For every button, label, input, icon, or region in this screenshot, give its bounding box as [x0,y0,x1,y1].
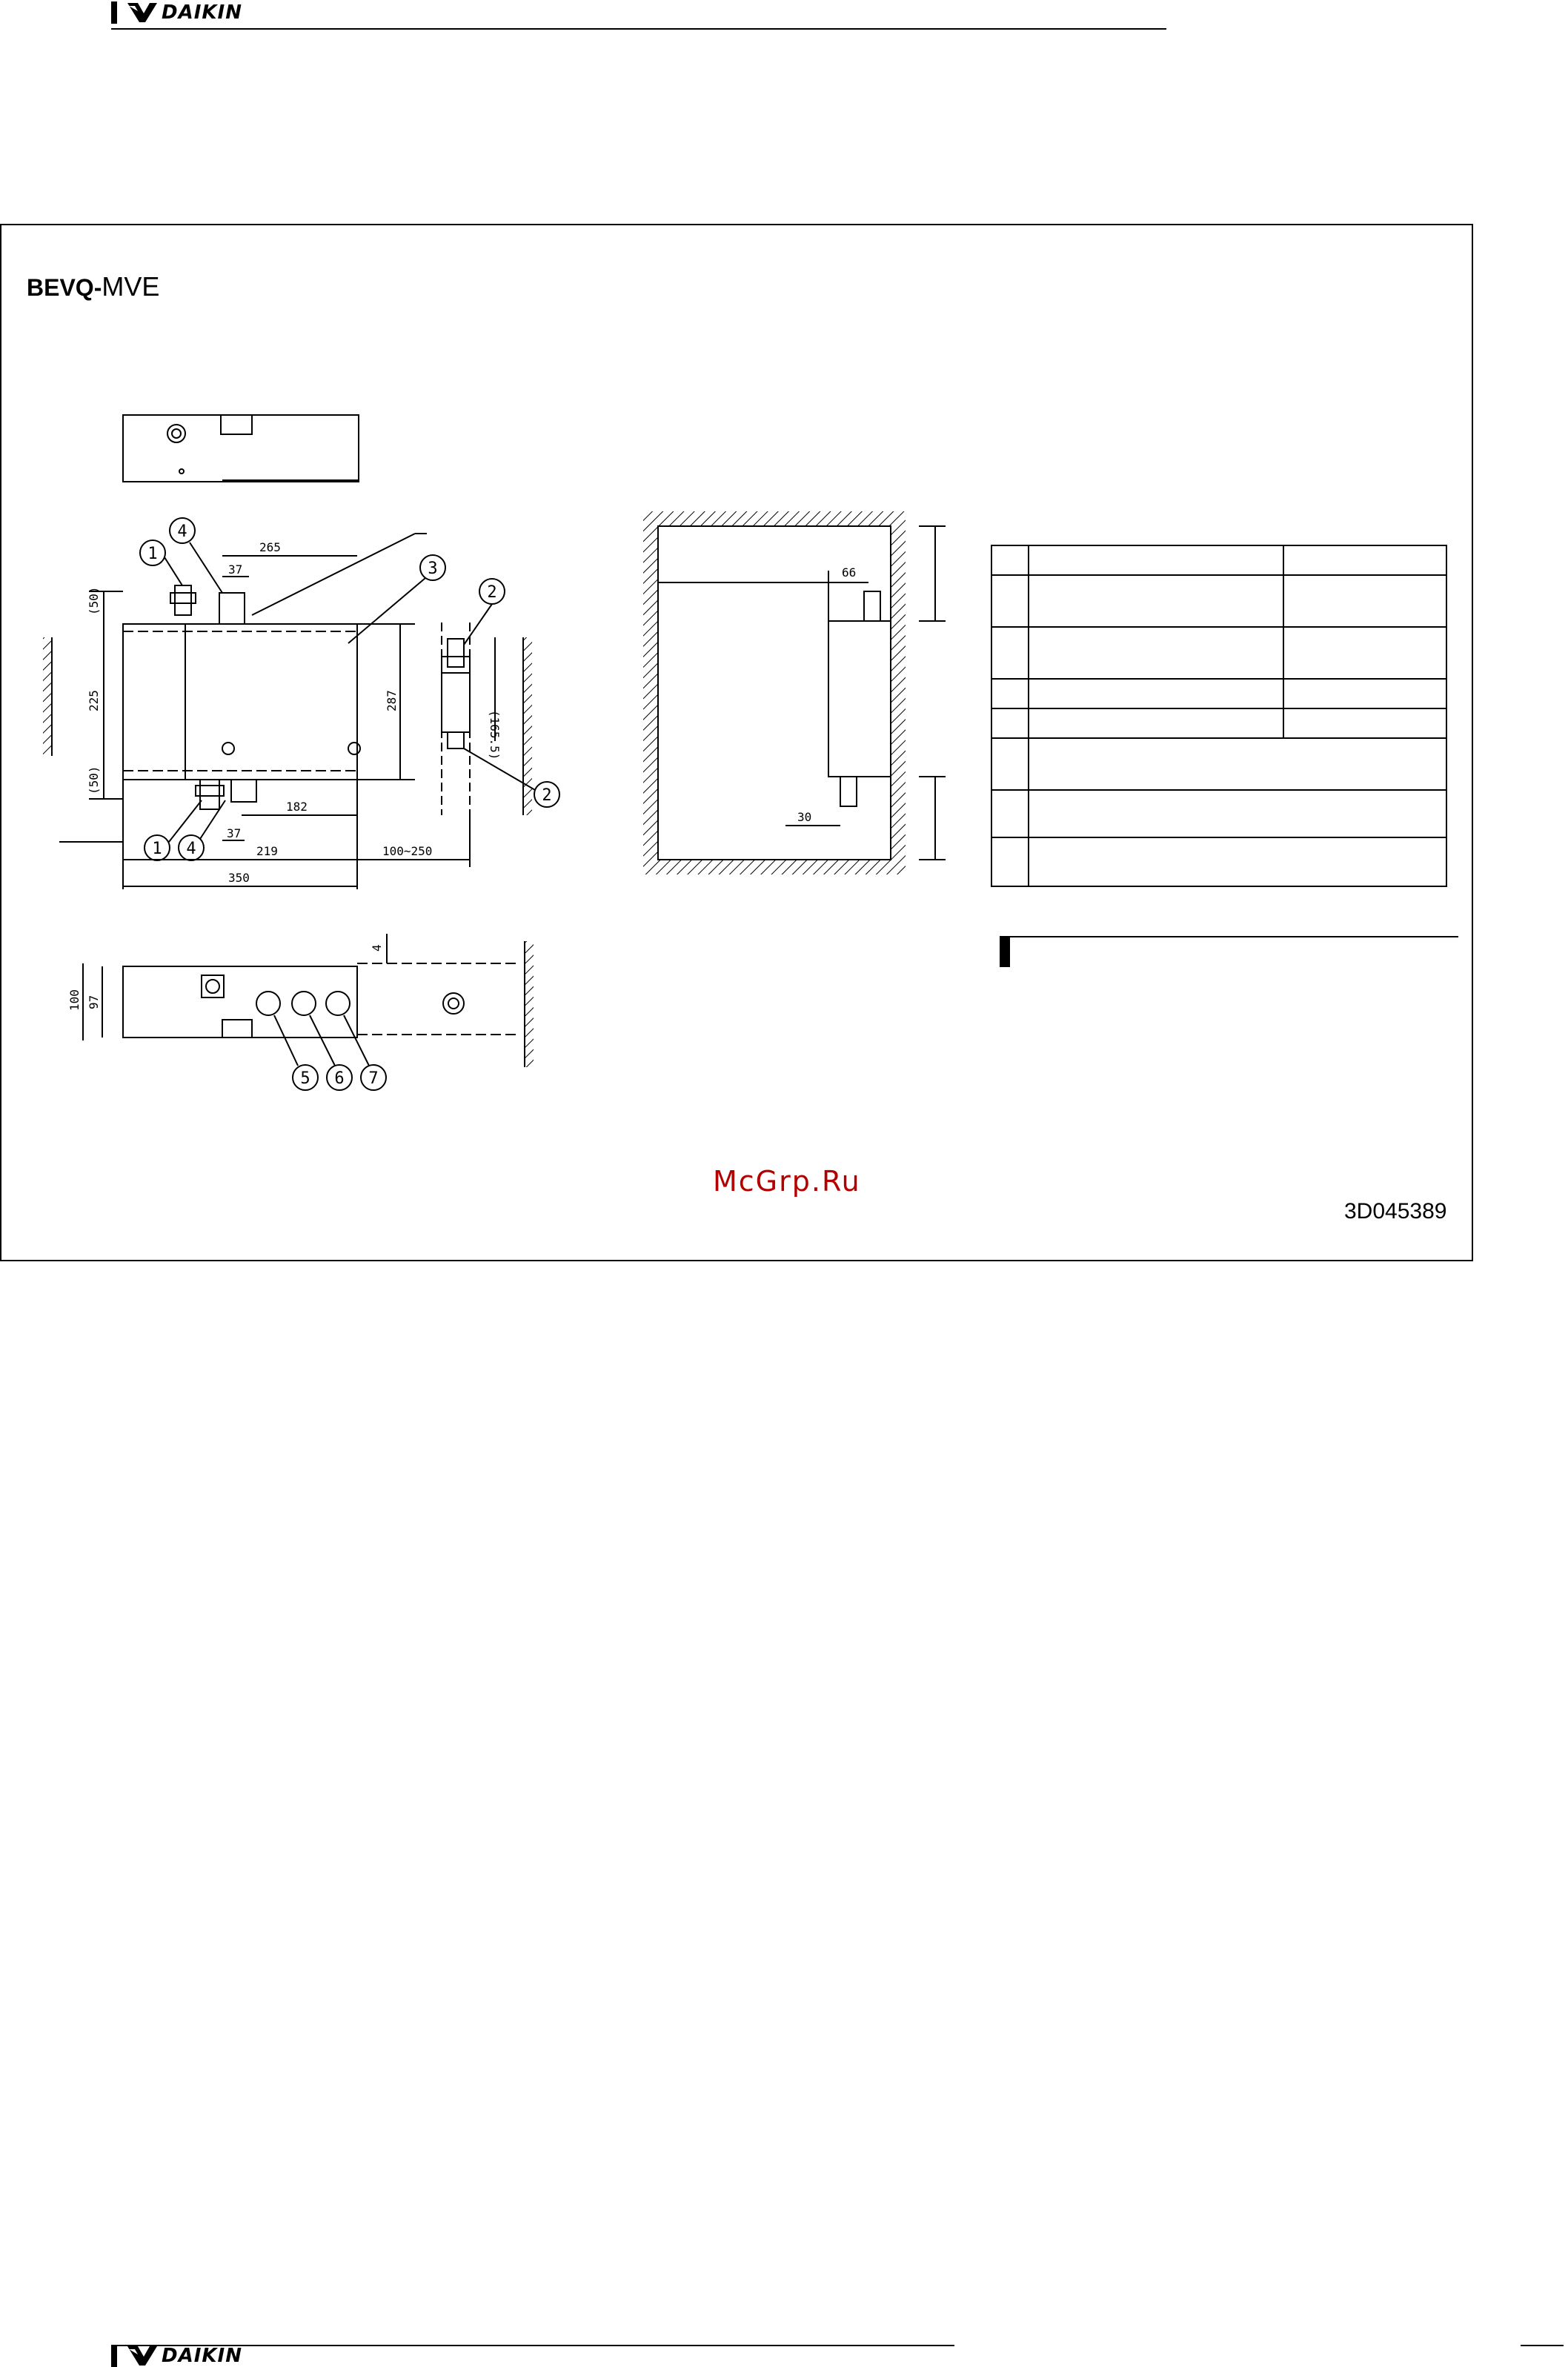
document-number: 3D045389 [1344,1199,1447,1224]
dim-37-top: 37 [228,562,243,577]
dim-225: 225 [87,690,101,711]
installation-space-view [643,511,946,874]
callout-2-top: 2 [487,583,497,602]
dim-165-5: (165.5) [488,710,502,760]
callout-3: 3 [428,560,438,578]
footer-brand: DAIKIN [162,2345,242,2367]
callout-7: 7 [368,1069,379,1088]
dim-97: 97 [87,995,101,1009]
callout-6: 6 [334,1069,345,1088]
dim-4: 4 [370,944,384,952]
dim-30: 30 [797,810,812,824]
callout-2-bottom: 2 [542,786,552,805]
title-model: BEVQ- [27,274,102,301]
dim-265: 265 [259,540,281,554]
dim-182: 182 [286,800,308,814]
dim-287: 287 [385,690,399,711]
dim-37-bottom: 37 [227,826,242,840]
dim-350: 350 [228,871,250,885]
callout-1-bottom: 1 [152,840,162,858]
callout-4-bottom: 4 [186,840,196,858]
watermark-text: McGrp.Ru [713,1165,861,1198]
dim-100-250: 100~250 [382,844,433,858]
callout-1-top: 1 [147,545,158,563]
dim-50-top: (50) [87,586,101,615]
callout-4-top: 4 [177,522,187,541]
callout-5: 5 [300,1069,310,1088]
title-series: MVE [102,271,160,302]
front-view [43,534,532,889]
header-brand: DAIKIN [162,1,242,24]
dim-219: 219 [256,844,278,858]
parts-table [991,545,1458,966]
dim-66: 66 [842,565,857,580]
bottom-view [83,934,534,1067]
dim-50-bottom: (50) [87,766,101,794]
daikin-logo-icon [127,2346,157,2366]
footer-logo [111,2345,242,2367]
footer-right-rule [1521,2345,1564,2346]
top-view [123,415,359,482]
dim-100: 100 [67,989,82,1011]
